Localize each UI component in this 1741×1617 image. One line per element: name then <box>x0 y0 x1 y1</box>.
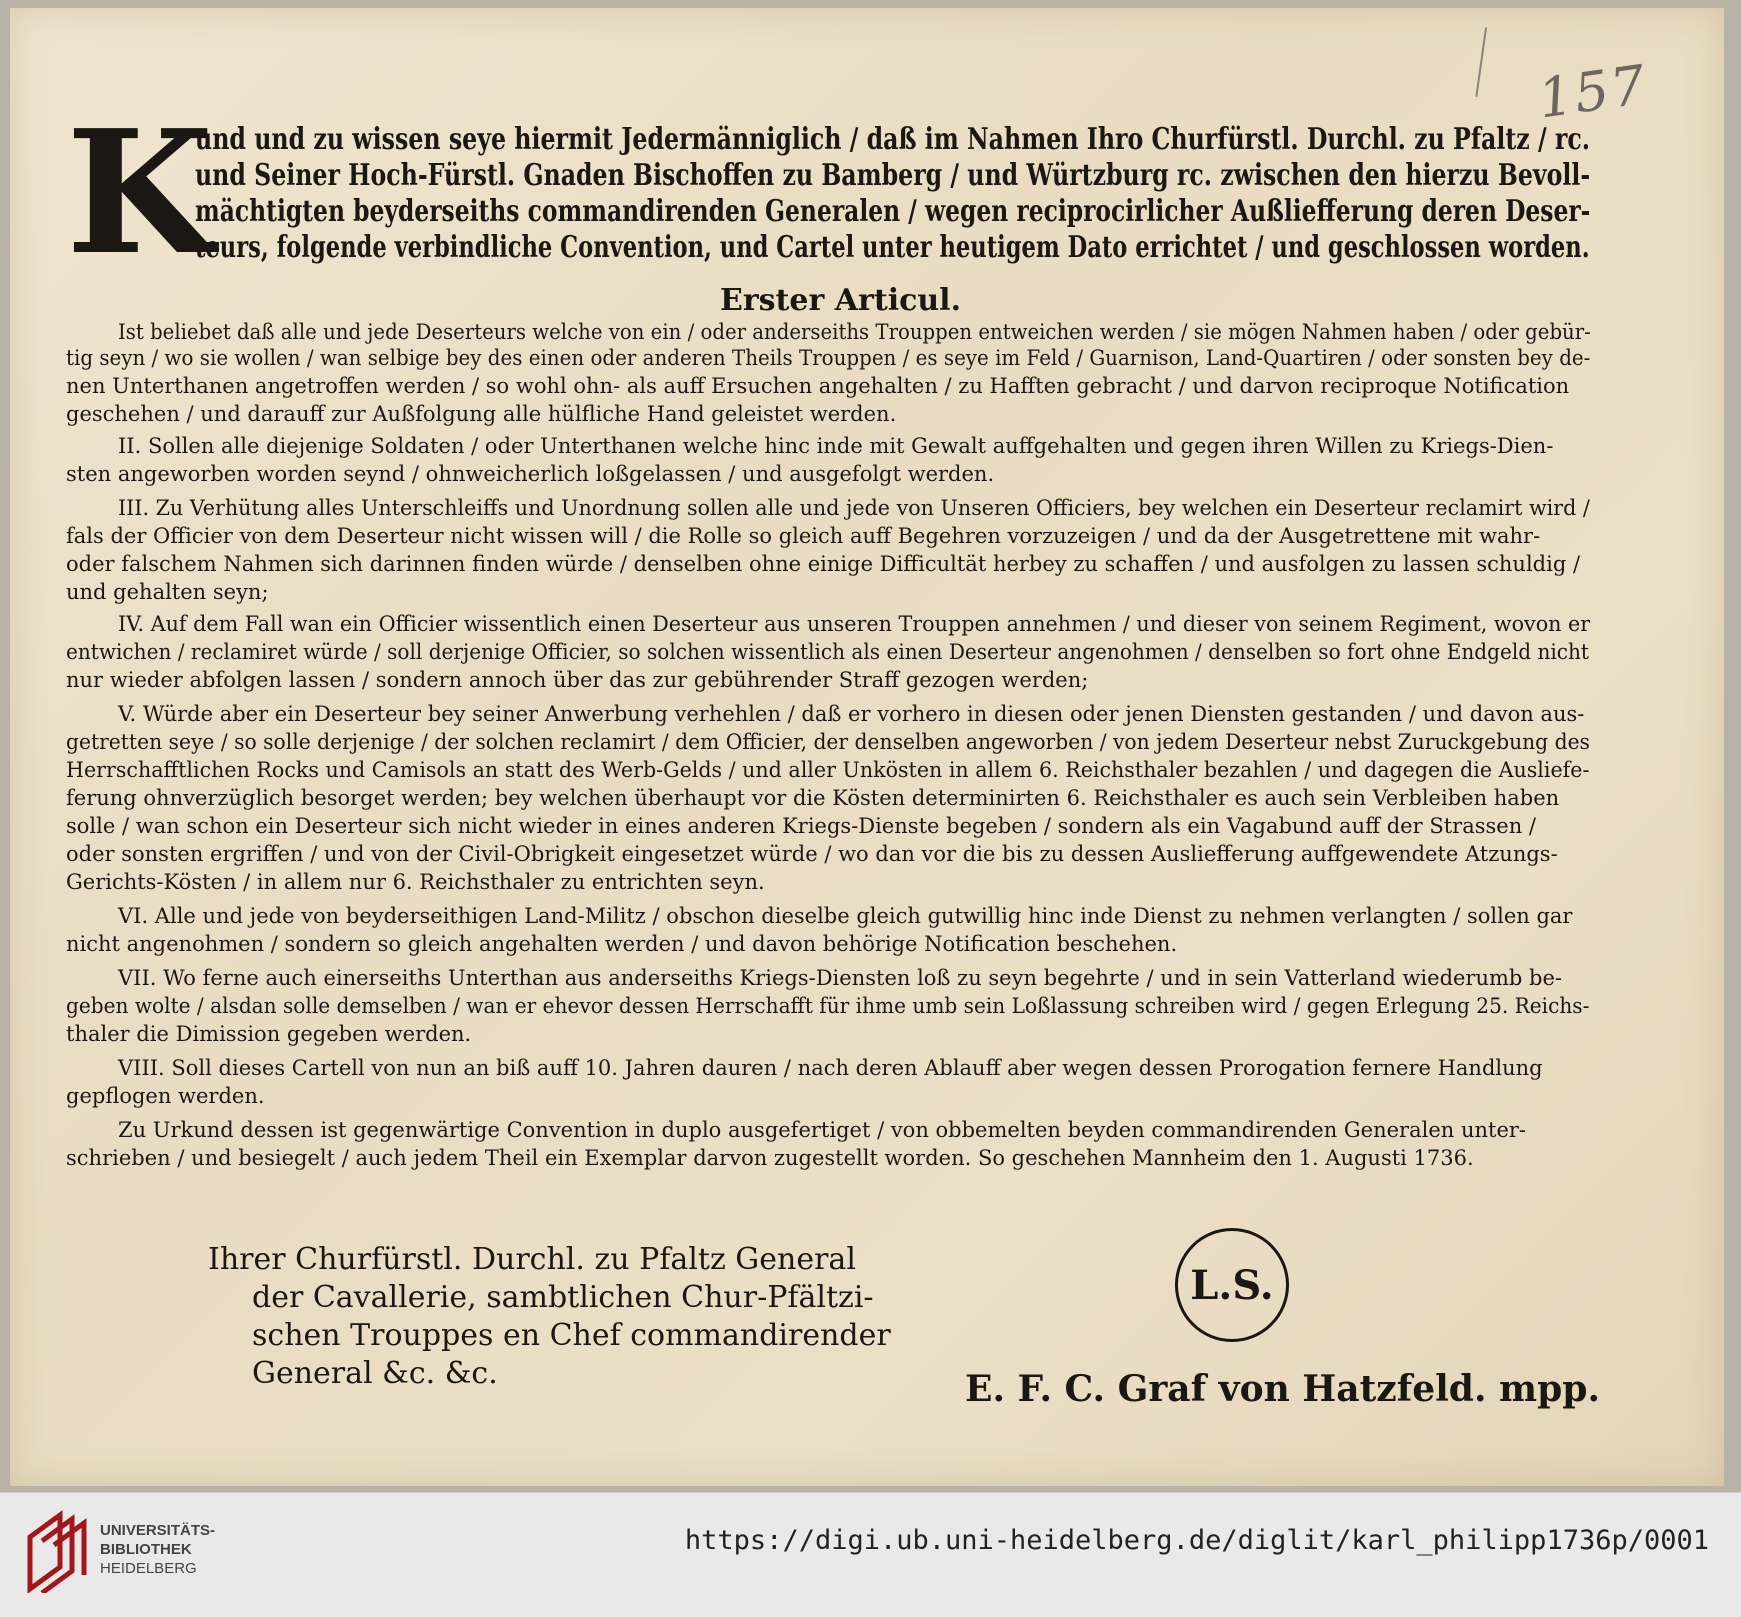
paragraph-line: oder sonsten ergriffen / und von der Civil-Obrigkeit eingesetzet würde / wo dan vor die bis zu dessen Ausliefferung auffgewendete Atzungs- <box>66 842 1558 866</box>
intro-line: und und zu wissen seye hiermit Jedermänniglich / daß im Nahmen Ihro Churfürstl. Durchl. zu Pfaltz / rc. <box>195 122 1591 157</box>
library-name-line: BIBLIOTHEK <box>100 1541 192 1558</box>
paragraph-line: Ist beliebet daß alle und jede Deserteurs welche von ein / oder anderseiths Trouppen entweichen werden / sie mögen Nahmen haben / oder gebür- <box>118 320 1591 344</box>
permalink-url[interactable]: https://digi.ub.uni-heidelberg.de/diglit/karl_philipp1736p/0001 <box>684 1525 1709 1556</box>
paragraph-line: oder falschem Nahmen sich darinnen finden würde / denselben ohne einige Difficultät herbey zu schaffen / und ausfolgen zu lassen schuldig / <box>66 552 1581 576</box>
seal-locus-sigilli: L.S. <box>1175 1228 1289 1342</box>
paragraph-line: geben wolte / alsdan solle demselben / wan er ehevor dessen Herrschafft für ihme umb sein Loßlassung schreiben wird / gegen Erlegung 25. Reichs- <box>66 994 1590 1018</box>
signatory-line: schen Trouppes en Chef commandirender <box>252 1318 891 1353</box>
folio-number: 157 <box>1534 52 1652 131</box>
article-heading: Erster Articul. <box>720 283 962 318</box>
library-name-line: HEIDELBERG <box>100 1560 197 1577</box>
paragraph-line: nicht angenohmen / sondern so gleich angehalten werden / und davon behörige Notification beschehen. <box>66 932 1178 956</box>
paragraph-line: III. Zu Verhütung alles Unterschleiffs und Unordnung sollen alle und jede von Unseren Officiers, bey welchen ein Deserteur reclamirt wird / <box>118 496 1590 520</box>
paragraph-line: II. Sollen alle diejenige Soldaten / oder Unterthanen welche hinc inde mit Gewalt auffgehalten und gegen ihren Willen zu Kriegs-Dien- <box>118 434 1554 458</box>
signatory-line: General &c. &c. <box>252 1356 498 1391</box>
paragraph-line: VI. Alle und jede von beyderseithigen Land-Militz / obschon dieselbe gleich gutwillig hinc inde Dienst zu nehmen verlangten / sollen gar <box>118 904 1573 928</box>
paragraph-line: VII. Wo ferne auch einerseiths Unterthan aus anderseiths Kriegs-Diensten loß zu seyn begehrte / und in sein Vatterland wiederumb be- <box>118 966 1562 990</box>
paragraph-line: entwichen / reclamiret würde / soll derjenige Officier, so solchen wissentlich als einen Deserteur angenohmen / denselben so fort ohne Endgeld nicht <box>66 640 1589 664</box>
paragraph-line: geschehen / und darauff zur Außfolgung alle hülfliche Hand geleistet werden. <box>66 402 897 426</box>
paragraph-line: thaler die Dimission gegeben werden. <box>66 1022 472 1046</box>
decorated-initial: K <box>66 93 214 293</box>
paragraph-line: nur wieder abfolgen lassen / sondern annoch über das zur gebührender Straff gezogen werden; <box>66 668 1089 692</box>
signature-line: E. F. C. Graf von Hatzfeld. mpp. <box>965 1368 1600 1410</box>
paragraph-line: fals der Officier von dem Deserteur nicht wissen will / die Rolle so gleich auff Begehren vorzuzeigen / und da der Ausgetrettene mit wahr- <box>66 524 1541 548</box>
intro-line: mächtigten beyderseiths commandirenden Generalen / wegen reciprocirlicher Außliefferung deren Deser- <box>195 194 1591 229</box>
signatory-line: Ihrer Churfürstl. Durchl. zu Pfaltz General <box>208 1242 856 1277</box>
paragraph-line: nen Unterthanen angetroffen werden / so wohl ohn- als auff Ersuchen angehalten / zu Hafften gebracht / und darvon reciproque Notification <box>66 374 1570 398</box>
paragraph-line: ferung ohnverzüglich besorget werden; bey welchen überhaupt vor die Kösten determinirten 6. Reichsthaler es auch sein Verbleiben haben <box>66 786 1560 810</box>
paragraph-line: V. Würde aber ein Deserteur bey seiner Anwerbung verhehlen / daß er vorhero in diesen oder jenen Diensten gestanden / und davon aus- <box>118 702 1585 726</box>
paragraph-line: tig seyn / wo sie wollen / wan selbige bey des einen oder anderen Theils Trouppen / es seye im Feld / Guarnison, Land-Quartiren / oder sonsten bey de- <box>66 346 1591 370</box>
library-name[interactable] <box>100 1521 215 1578</box>
paragraph-line: schrieben / und besiegelt / auch jedem Theil ein Exemplar darvon zugestellt worden. So geschehen Mannheim den 1. Augusti 1736. <box>66 1146 1474 1170</box>
paragraph-line: solle / wan schon ein Deserteur sich nicht wieder in eines anderen Kriegs-Dienste begeben / sondern als ein Vagabund auff der Strassen / <box>66 814 1536 838</box>
paragraph-line: Gerichts-Kösten / in allem nur 6. Reichsthaler zu entrichten seyn. <box>66 870 765 894</box>
paragraph-line: IV. Auf dem Fall wan ein Officier wissentlich einen Deserteur aus unseren Trouppen annehmen / und dieser von seinem Regiment, wovon er <box>118 612 1591 636</box>
paragraph-line: sten angeworben worden seynd / ohnweicherlich loßgelassen / und ausgefolgt werden. <box>66 462 995 486</box>
signatory-line: der Cavallerie, sambtlichen Chur-Pfältzi- <box>252 1280 874 1315</box>
paragraph-line: getretten seye / so solle derjenige / der solchen reclamirt / dem Officier, der denselben angeworben / von jedem Deserteur nebst Zuruckgebung des <box>66 730 1590 754</box>
paragraph-line: gepflogen werden. <box>66 1084 265 1108</box>
intro-line: teurs, folgende verbindliche Convention, und Cartel unter heutigem Dato errichtet / und geschlossen worden. <box>195 230 1590 265</box>
library-name-line: UNIVERSITÄTS- <box>100 1522 216 1539</box>
paragraph-line: und gehalten seyn; <box>66 580 269 604</box>
paragraph-line: VIII. Soll dieses Cartell von nun an biß auff 10. Jahren dauren / nach deren Ablauff aber wegen dessen Prorogation fernere Handlung <box>118 1056 1543 1080</box>
paragraph-line: Zu Urkund dessen ist gegenwärtige Convention in duplo ausgefertiget / von obbemelten beyden commandirenden Generalen unter- <box>118 1118 1527 1142</box>
intro-line: und Seiner Hoch-Fürstl. Gnaden Bischoffen zu Bamberg / und Würtzburg rc. zwischen den hierzu Bevoll- <box>195 158 1591 193</box>
paragraph-line: Herrschafftlichen Rocks und Camisols an statt des Werb-Gelds / und aller Unkösten in allem 6. Reichsthaler bezahlen / und dagegen die Ausliefe- <box>66 758 1590 782</box>
library-logo-icon[interactable] <box>22 1507 90 1593</box>
